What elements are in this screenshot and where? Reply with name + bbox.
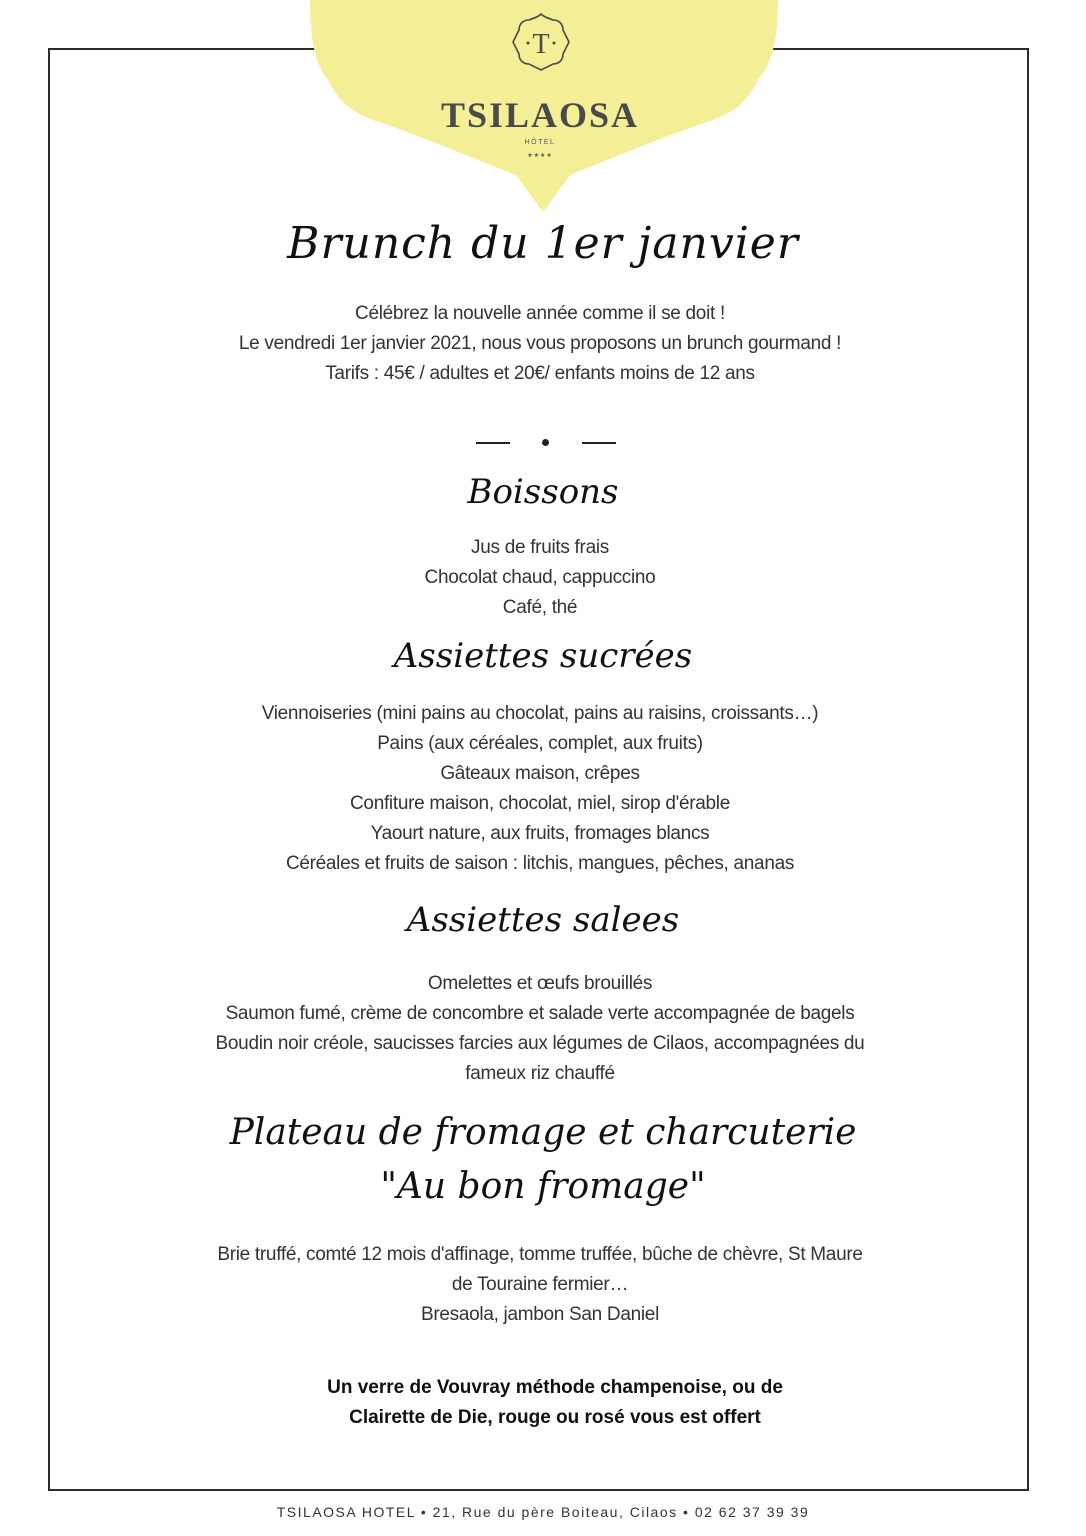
- list-item: Café, thé: [502, 597, 578, 618]
- list-item: Brie truffé, comté 12 mois d'affinage, tomme truffée, bûche de chèvre, St Maure: [217, 1244, 863, 1265]
- offer-line: Un verre de Vouvray méthode champenoise, ou de: [327, 1377, 783, 1398]
- list-item: Céréales et fruits de saison : litchis, mangues, pêches, ananas: [285, 853, 795, 874]
- hotel-subtitle: HÔTEL: [524, 139, 556, 146]
- offer-line: Clairette de Die, rouge ou rosé vous est offert: [349, 1407, 761, 1428]
- list-item: Omelettes et œufs brouillés: [427, 973, 653, 994]
- list-item: Jus de fruits frais: [471, 537, 609, 558]
- list-item: Chocolat chaud, cappuccino: [424, 567, 656, 588]
- section-divider: [476, 430, 616, 454]
- boissons-list: [140, 533, 940, 623]
- section-subtitle-plateau: "Au bon fromage": [380, 1166, 706, 1207]
- list-item: Boudin noir créole, saucisses farcies aux légumes de Cilaos, accompagnées du: [215, 1033, 865, 1054]
- footer-address: TSILAOSA HOTEL • 21, Rue du père Boiteau, Cilaos • 02 62 37 39 39: [276, 1504, 810, 1520]
- section-title-plateau: Plateau de fromage et charcuterie: [229, 1112, 857, 1153]
- page-title: Brunch du 1er janvier: [287, 218, 799, 269]
- list-item: Confiture maison, chocolat, miel, sirop d'érable: [350, 793, 730, 814]
- plateau-list: [140, 1240, 940, 1330]
- salees-list: [140, 969, 940, 1089]
- list-item: Saumon fumé, crème de concombre et salade verte accompagnée de bagels: [225, 1003, 855, 1024]
- list-item: Gâteaux maison, crêpes: [440, 763, 640, 784]
- hotel-stars: ★★★★: [527, 153, 553, 159]
- logo-letter: T: [532, 29, 550, 60]
- hotel-logo-icon: [509, 10, 573, 74]
- sucrees-list: [140, 699, 940, 879]
- offer-text: [140, 1373, 970, 1433]
- intro-line: Célébrez la nouvelle année comme il se doit !: [355, 303, 725, 324]
- list-item: Pains (aux céréales, complet, aux fruits): [377, 733, 703, 754]
- list-item: de Touraine fermier…: [451, 1274, 629, 1295]
- section-title-boissons: Boissons: [467, 472, 619, 512]
- intro-line: Tarifs : 45€ / adultes et 20€/ enfants moins de 12 ans: [325, 363, 755, 384]
- list-item: Bresaola, jambon San Daniel: [421, 1304, 659, 1325]
- list-item: Yaourt nature, aux fruits, fromages blancs: [370, 823, 710, 844]
- intro-line: Le vendredi 1er janvier 2021, nous vous proposons un brunch gourmand !: [238, 333, 842, 354]
- list-item: fameux riz chauffé: [465, 1063, 615, 1084]
- hotel-name: TSILAOSA: [440, 95, 640, 135]
- section-title-sucrees: Assiettes sucrées: [393, 636, 693, 676]
- list-item: Viennoiseries (mini pains au chocolat, pains au raisins, croissants…): [261, 703, 819, 724]
- intro-text: [140, 299, 940, 389]
- section-title-salees: Assiettes salees: [406, 900, 680, 940]
